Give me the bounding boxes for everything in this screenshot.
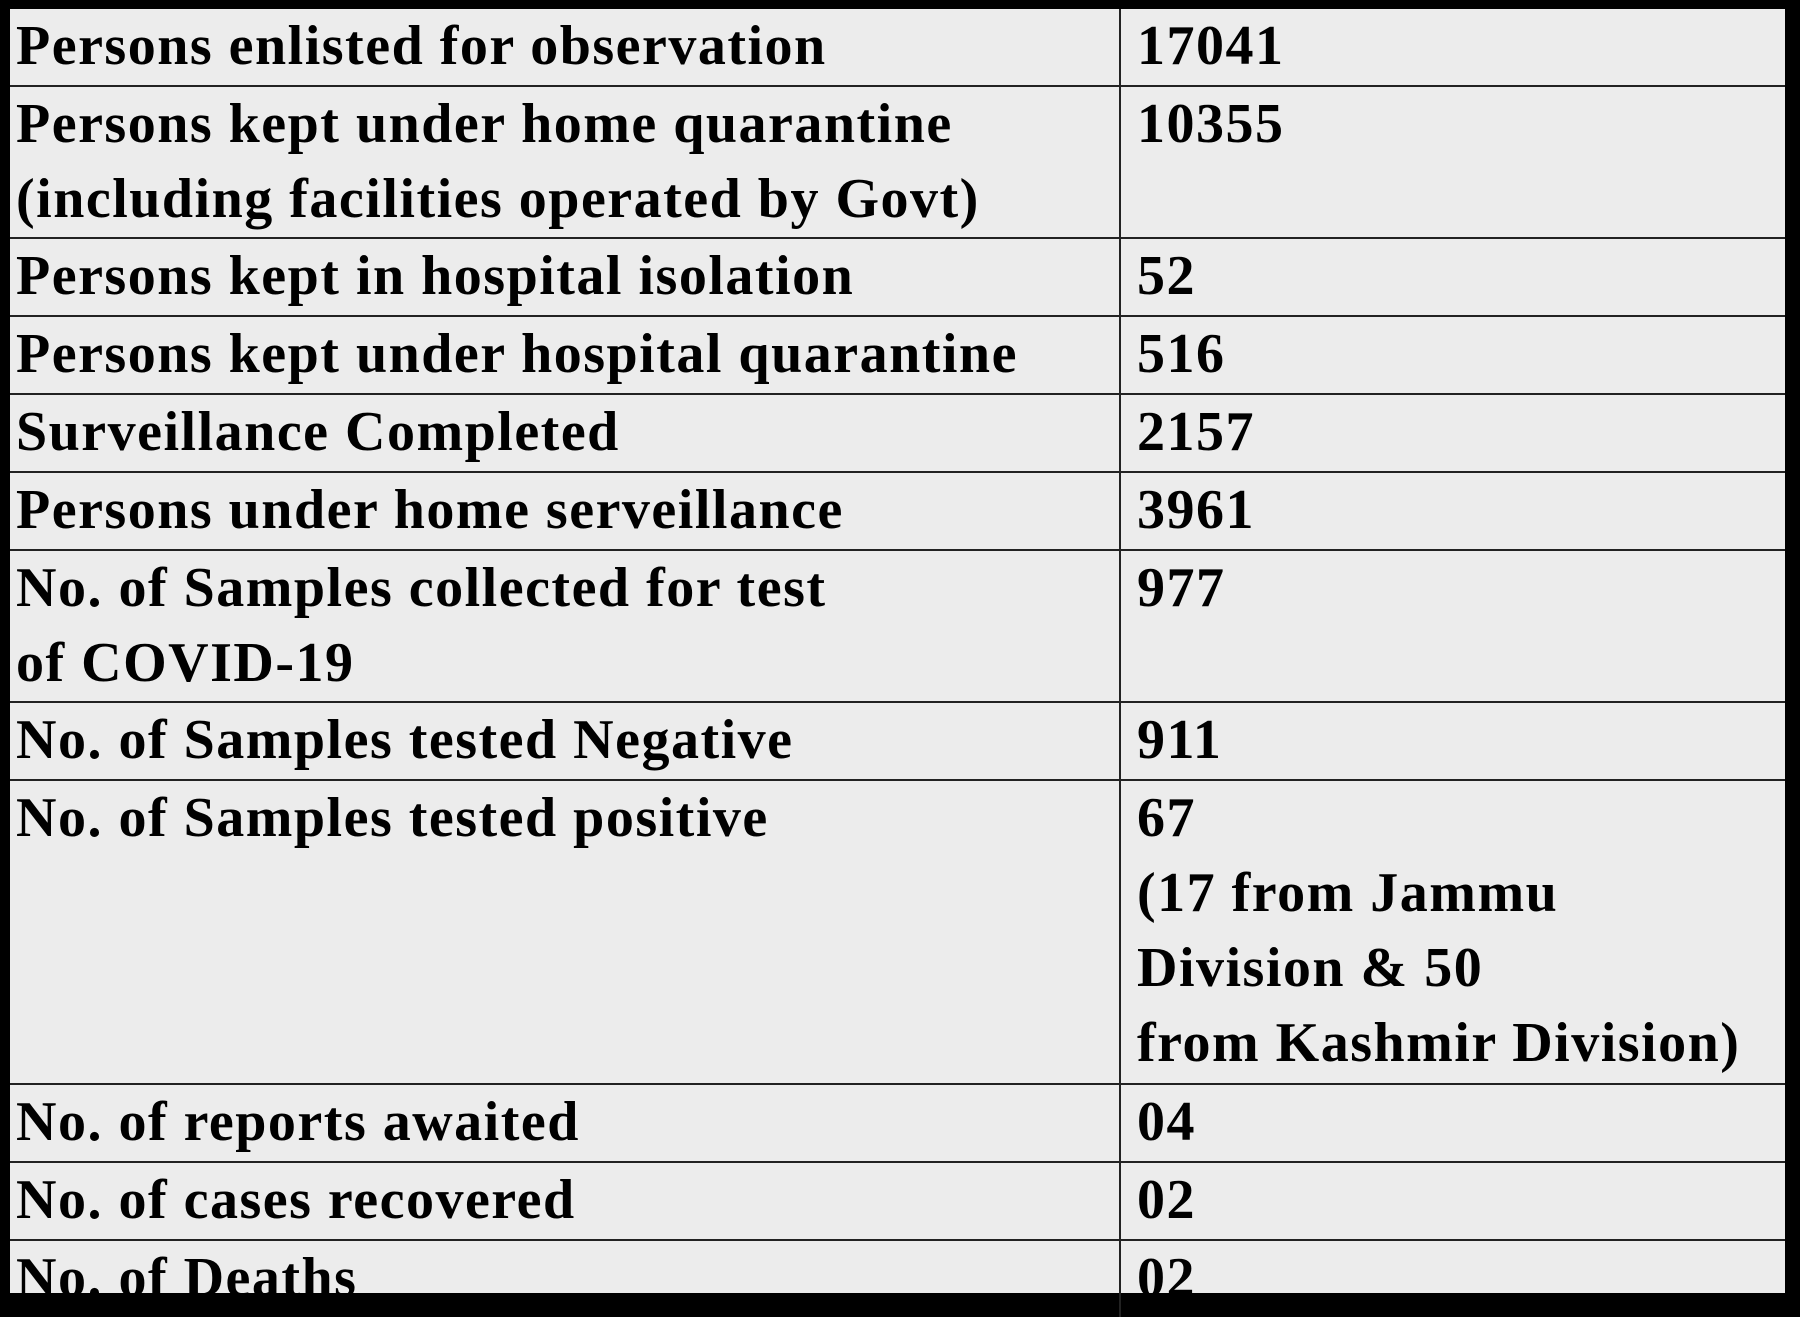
row-label-samples-positive: No. of Samples tested positive: [10, 780, 1120, 1084]
row-value-surveillance-completed: 2157: [1120, 394, 1785, 472]
table-row: [10, 702, 1785, 780]
row-label-deaths: No. of Deaths: [16, 1247, 358, 1309]
covid-status-sheet: [10, 9, 1785, 1309]
table-row: [10, 238, 1785, 316]
table-row: [10, 472, 1785, 550]
row-label-persons-enlisted: Persons enlisted for observation: [10, 9, 1120, 86]
row-value-home-quarantine: 10355: [1120, 86, 1785, 238]
table-row: [10, 780, 1785, 1084]
row-label-hospital-isolation: Persons kept in hospital isolation: [10, 238, 1120, 316]
row-label-home-surveillance: Persons under home serveillance: [10, 472, 1120, 550]
table-row: [10, 1162, 1785, 1240]
row-value-hospital-quarantine: 516: [1120, 316, 1785, 394]
row-value-persons-enlisted: 17041: [1120, 9, 1785, 86]
table-row: [10, 86, 1785, 238]
row-value-reports-awaited: 04: [1120, 1084, 1785, 1162]
row-value-samples-negative: 911: [1120, 702, 1785, 780]
covid-status-table: [10, 9, 1785, 1317]
row-label-cases-recovered: No. of cases recovered: [10, 1162, 1120, 1240]
row-label-home-quarantine: Persons kept under home quarantine (including facilities operated by Govt): [10, 86, 1120, 238]
row-label-samples-negative: No. of Samples tested Negative: [10, 702, 1120, 780]
row-value-hospital-isolation: 52: [1120, 238, 1785, 316]
table-row: [10, 316, 1785, 394]
row-value-cases-recovered: 02: [1120, 1162, 1785, 1240]
row-label-hospital-quarantine: Persons kept under hospital quarantine: [10, 316, 1120, 394]
table-row: [10, 9, 1785, 86]
table-row: [10, 1084, 1785, 1162]
row-label-samples-collected: No. of Samples collected for test of COVID-19: [10, 550, 1120, 702]
table-row: [10, 394, 1785, 472]
row-value-home-surveillance: 3961: [1120, 472, 1785, 550]
row-value-samples-positive: 67 (17 from Jammu Division & 50 from Kashmir Division): [1120, 780, 1785, 1084]
row-label-surveillance-completed: Surveillance Completed: [10, 394, 1120, 472]
table-row: [10, 1240, 1785, 1317]
row-value-deaths: 02: [1120, 1240, 1785, 1317]
row-value-samples-collected: 977: [1120, 550, 1785, 702]
row-label-reports-awaited: No. of reports awaited: [10, 1084, 1120, 1162]
table-row: [10, 550, 1785, 702]
